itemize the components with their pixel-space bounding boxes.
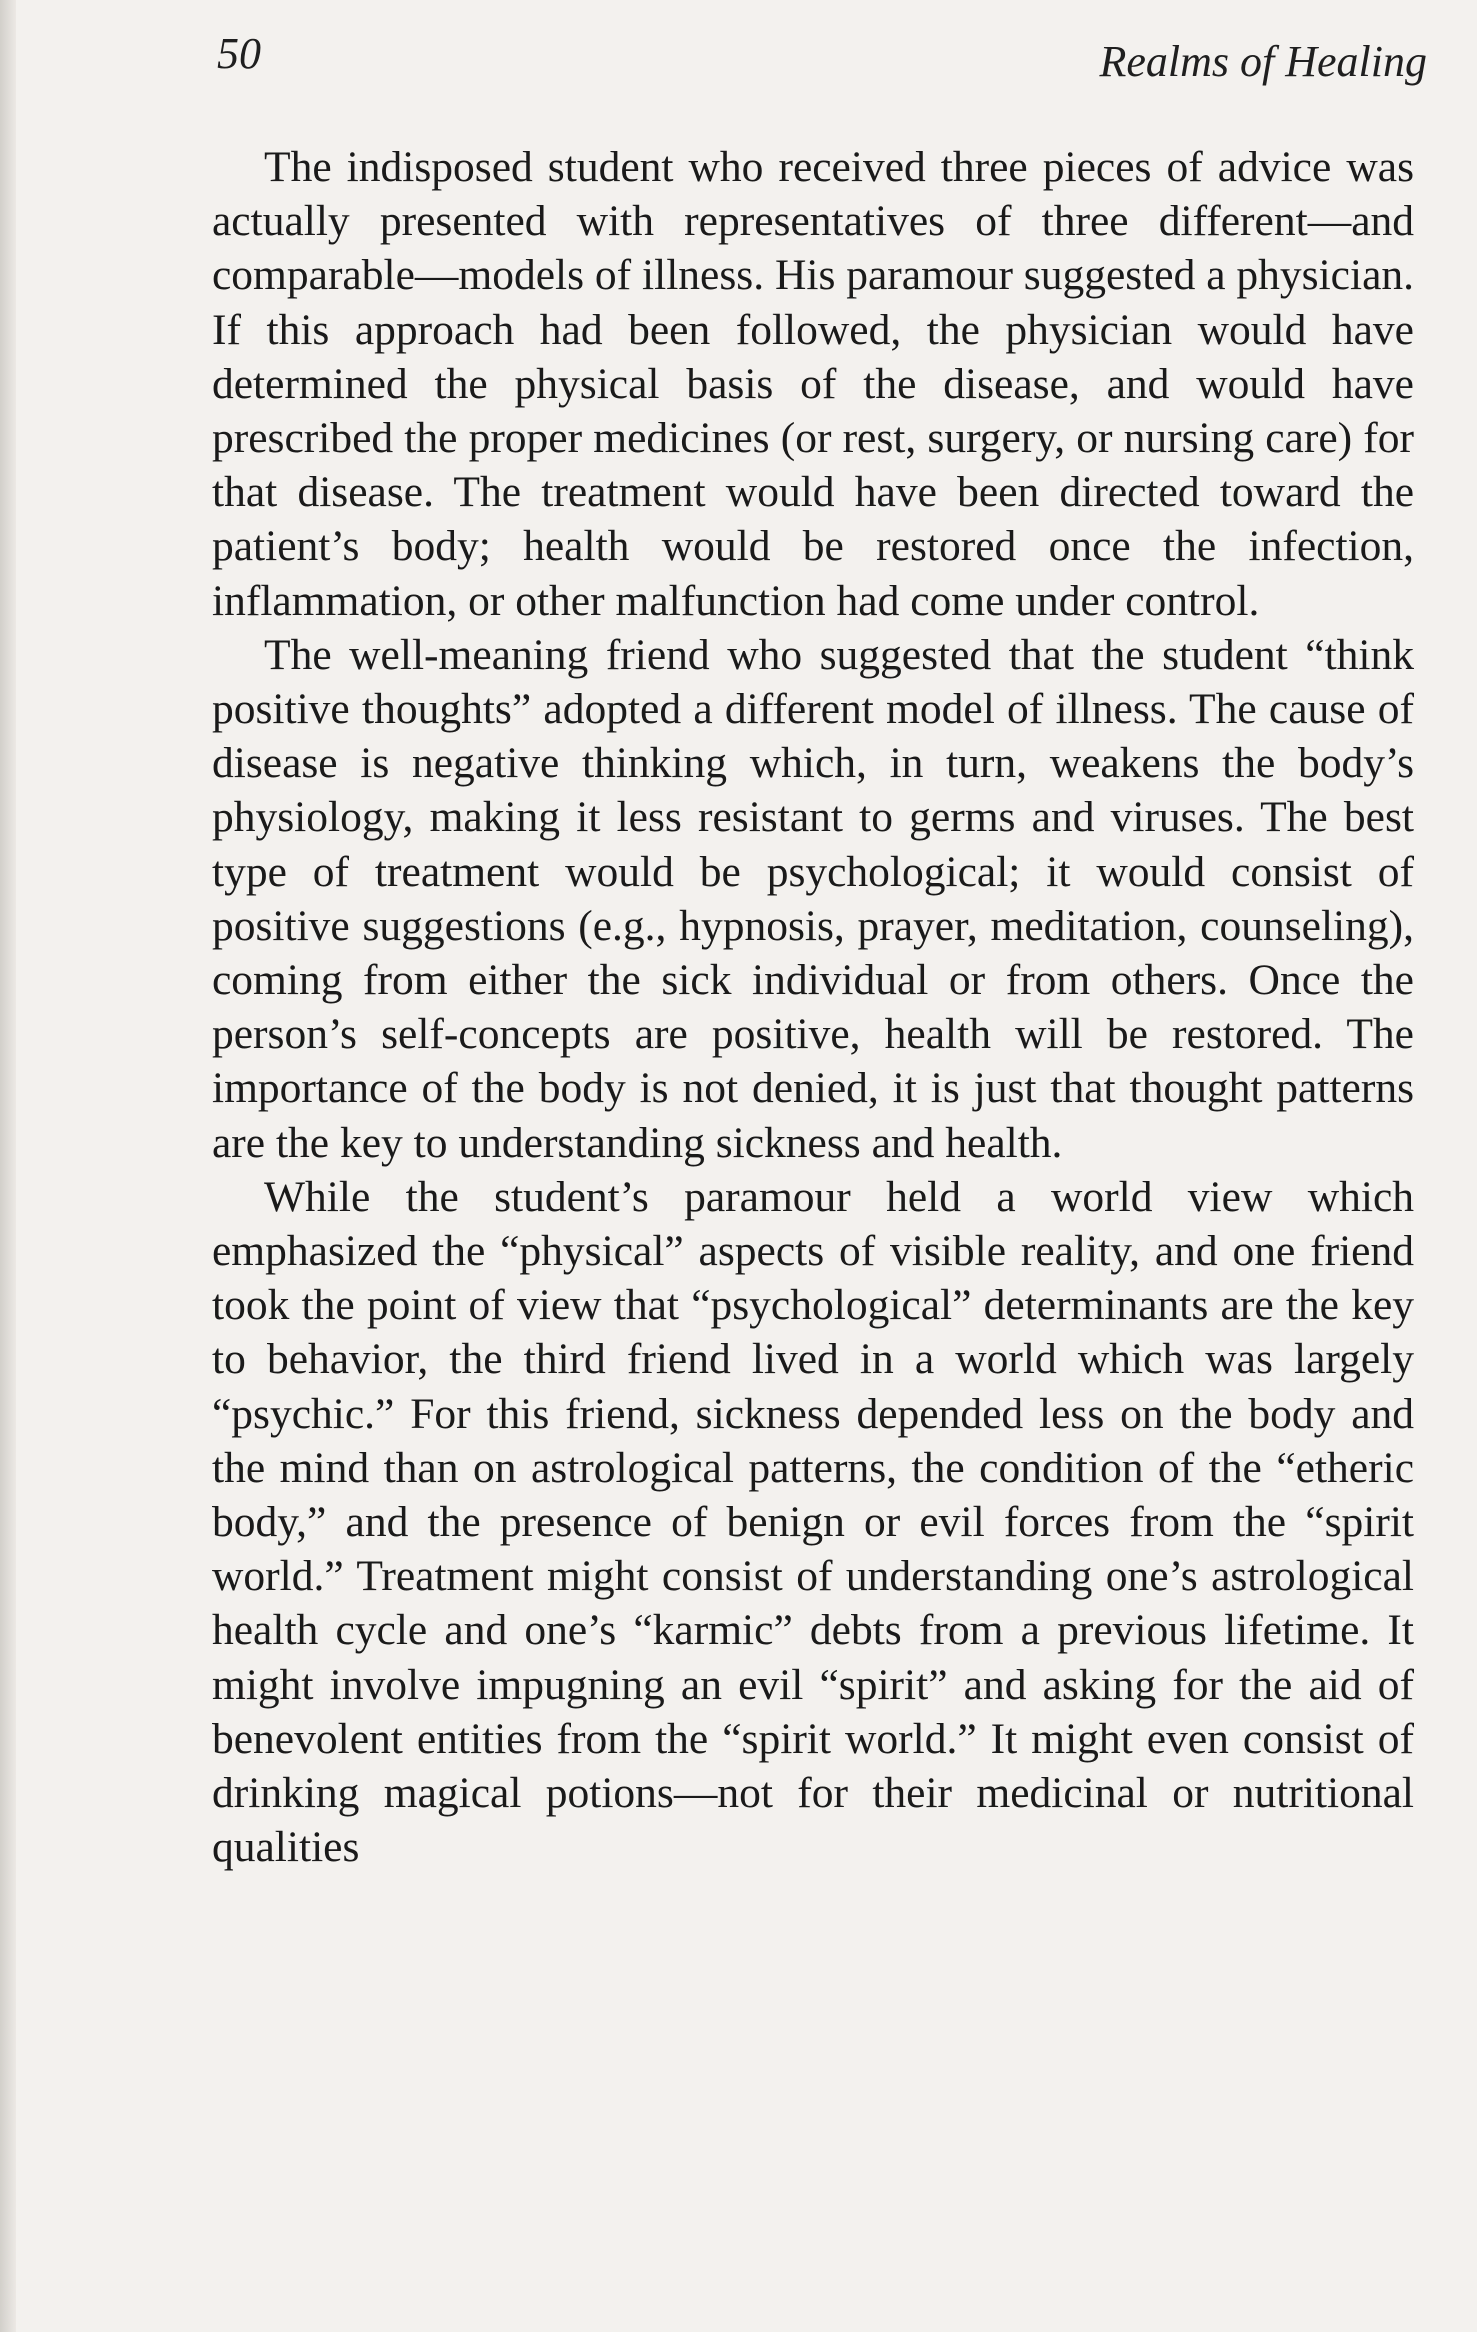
page-number: 50 — [217, 29, 261, 78]
page-gutter-shadow — [0, 0, 16, 2332]
paragraph-physical-model: The indisposed student who received three pieces of advice was actually presented with representatives of three different—and comparable—models of illness. His paramour suggested a physician. If this approach had been followed, the physician would have determined the physical basis of the disease, and would have prescribed the proper medicines (or rest, surgery, or nursing care) for that disease. The treatment would have been directed toward the patient’s body; health would be restored once the infection, inflammation, or other malfunction had come under control. — [212, 143, 1415, 625]
paragraph-psychic-model: While the student’s paramour held a world view which emphasized the “physical” aspects of visible reality, and one friend took the point of view that “psychological” determinants are the key to behavior, the third friend lived in a world which was largely “psychic.” For this friend, sickness depended less on the body and the mind than on astrological patterns, the condition of the “etheric body,” and the presence of benign or evil forces from the “spirit world.” Treatment might consist of understanding one’s astrological health cycle and one’s “karmic” debts from a previous lifetime. It might involve impugning an evil “spirit” and asking for the aid of benevolent entities from the “spirit world.” It might even consist of drinking magical potions—not for their medicinal or nutritional qualities — [212, 1172, 1414, 1872]
running-head-title: Realms of Healing — [1099, 37, 1427, 86]
body-text — [212, 140, 1414, 1875]
running-head — [217, 28, 1427, 98]
paragraph-psychological-model: The well-meaning friend who suggested that the student “think positive thoughts” adopted a different model of illness. The cause of disease is negative thinking which, in turn, weakens the body’s physiology, making it less resistant to germs and viruses. The best type of treatment would be psychological; it would consist of positive suggestions (e.g., hypnosis, prayer, meditation, counseling), coming from either the sick individual or from others. Once the person’s self-concepts are positive, health will be restored. The importance of the body is not denied, it is just that thought patterns are the key to understanding sickness and health. — [212, 630, 1414, 1167]
